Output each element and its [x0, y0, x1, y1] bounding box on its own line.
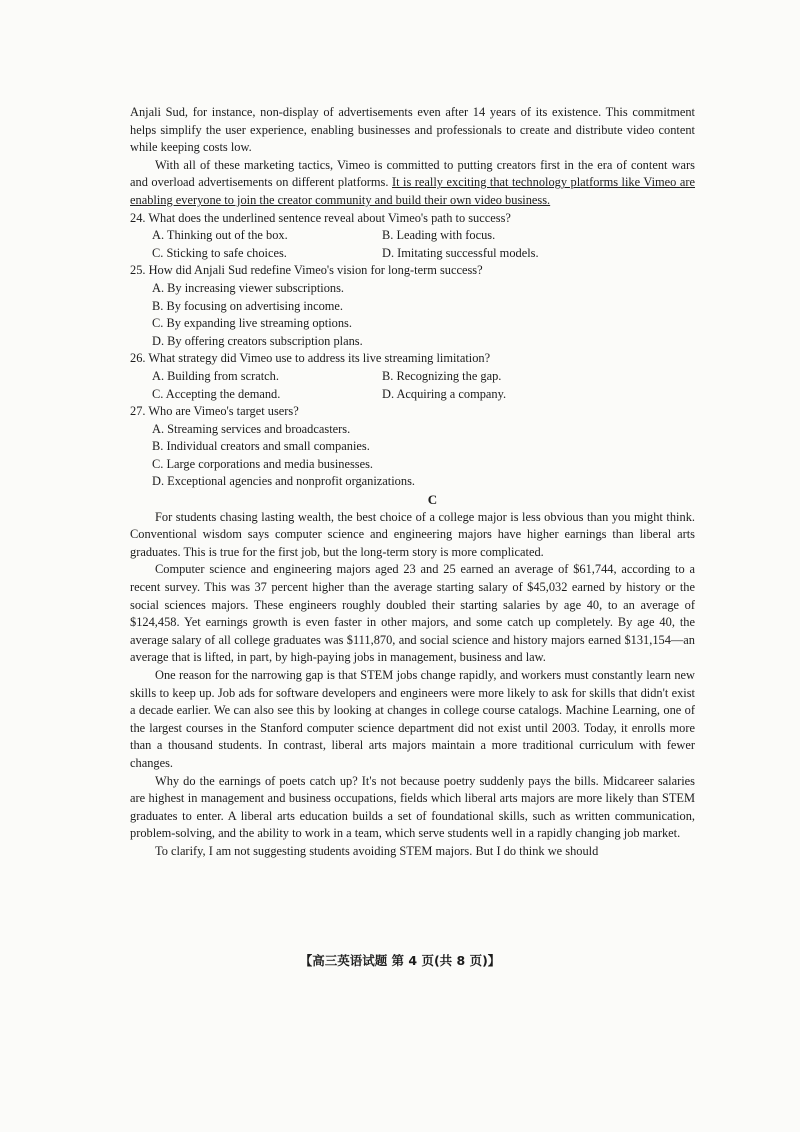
- option-c: C. By expanding live streaming options.: [152, 316, 352, 331]
- question-26: [130, 350, 695, 403]
- question-stem: 26. What strategy did Vimeo use to address its live streaming limitation?: [130, 351, 491, 366]
- passage-b-paragraph-1: Anjali Sud, for instance, non-display of advertisements even after 14 years of its existence. This commitment helps simplify the user experience, enabling businesses and professionals to create and distribute video content while keeping costs low.: [130, 105, 695, 155]
- passage-b-paragraph-2: [130, 157, 695, 210]
- question-24: [130, 210, 695, 263]
- option-a: A. Thinking out of the box.: [152, 228, 288, 243]
- option-c: C. Sticking to safe choices.: [152, 245, 287, 260]
- question-25: [130, 262, 695, 350]
- question-stem: 25. How did Anjali Sud redefine Vimeo's vision for long-term success?: [130, 263, 483, 278]
- option-b: B. By focusing on advertising income.: [152, 298, 343, 313]
- option-d: D. Exceptional agencies and nonprofit organizations.: [152, 474, 415, 489]
- option-b: B. Leading with focus.: [382, 228, 496, 243]
- passage-c-paragraph-1: For students chasing lasting wealth, the best choice of a college major is less obvious than you might think. Conventional wisdom says computer science and engineering majors have higher earnings than liberal arts graduates. This is true for the first job, but the long-term story is more complicated.: [130, 509, 695, 559]
- passage-c-paragraph-4: Why do the earnings of poets catch up? It's not because poetry suddenly pays the bills. Midcareer salaries are highest in management and business occupations, fields which liberal arts majors are more likely than STEM graduates to enter. A liberal arts education builds a set of foundational skills, such as written communication, problem-solving, and the ability to work in a team, which serve students well in a rapidly changing job market.: [130, 773, 695, 841]
- passage-c-paragraph-2: Computer science and engineering majors aged 23 and 25 earned an average of $61,744, according to a recent survey. This was 37 percent higher than the average starting salary of $45,032 earned by history or the social sciences majors. These engineers roughly doubled their starting salaries by age 40, to an average of $124,458. Yet earnings growth is even faster in other majors, and some catch up completely. By age 40, the average salary of all college graduates was $111,870, and social science and history majors earned $131,154—an average that is lifted, in part, by high-paying jobs in management, business and law.: [130, 562, 695, 665]
- question-stem: 27. Who are Vimeo's target users?: [130, 404, 299, 419]
- page-footer: 【高三英语试题 第 4 页(共 8 页)】: [299, 953, 501, 968]
- option-c: C. Large corporations and media businesses.: [152, 456, 374, 471]
- question-27: [130, 403, 695, 491]
- option-b: B. Individual creators and small companies.: [152, 439, 370, 454]
- passage-c-paragraph-5: To clarify, I am not suggesting students avoiding STEM majors. But I do think we should: [155, 843, 599, 858]
- paragraph-text: With all of these marketing tactics, Vimeo is committed to putting creators first in the era of content wars and overload advertisements on different platforms.: [130, 157, 695, 190]
- section-heading-c: C: [427, 492, 438, 508]
- options: [130, 280, 695, 350]
- options: [130, 368, 695, 403]
- option-b: B. Recognizing the gap.: [382, 368, 502, 383]
- question-stem: 24. What does the underlined sentence reveal about Vimeo's path to success?: [130, 210, 511, 225]
- option-c: C. Accepting the demand.: [152, 386, 281, 401]
- option-a: A. By increasing viewer subscriptions.: [152, 280, 345, 295]
- option-d: D. Acquiring a company.: [382, 386, 507, 401]
- option-d: D. Imitating successful models.: [382, 245, 539, 260]
- passage-c-paragraph-3: One reason for the narrowing gap is that STEM jobs change rapidly, and workers must constantly learn new skills to keep up. Job ads for software developers and engineers were more likely to ask for skills that didn't exist a decade earlier. We can also see this by looking at changes in college course catalogs. Machine Learning, one of the largest courses in the Stanford computer science department did not exist until 2003. Today, it enrolls more than a thousand students. In contrast, liberal arts majors maintain a more traditional curriculum with fewer changes.: [130, 668, 695, 770]
- option-d: D. By offering creators subscription plans.: [152, 333, 363, 348]
- underlined-sentence: It is really exciting that technology platforms like Vimeo are enabling everyone to join the creator community and build their own video business.: [130, 175, 695, 207]
- option-a: A. Building from scratch.: [152, 368, 279, 383]
- options: [130, 227, 695, 262]
- options: [130, 421, 695, 491]
- option-a: A. Streaming services and broadcasters.: [152, 421, 351, 436]
